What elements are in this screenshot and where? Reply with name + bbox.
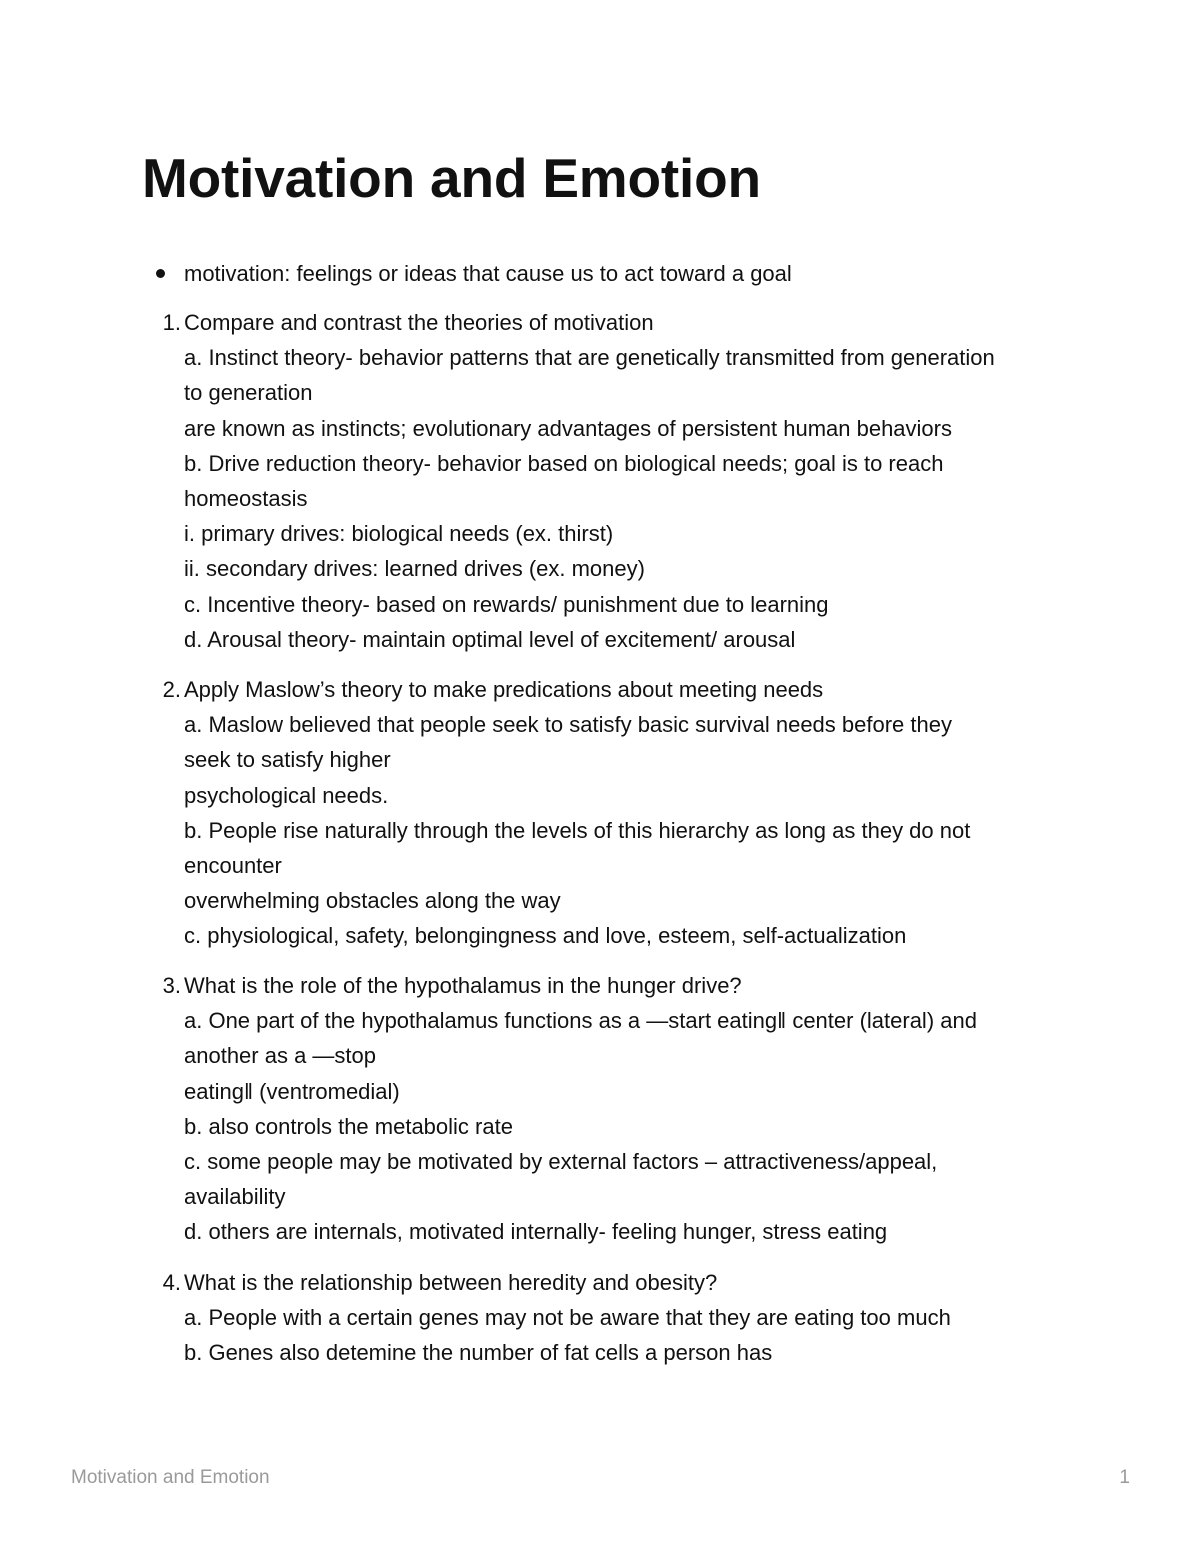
section-line: b. Drive reduction theory- behavior based on biological needs; goal is to reach (184, 450, 944, 476)
section-2 (162, 672, 1064, 954)
section-number: 3. (162, 973, 181, 998)
page-title: Motivation and Emotion (142, 147, 761, 209)
section-line: a. Maslow believed that people seek to satisfy basic survival needs before they (184, 712, 952, 738)
section-line: c. some people may be motivated by external factors – attractiveness/appeal, (184, 1149, 938, 1175)
section-line: c. physiological, safety, belongingness and love, esteem, self-actualization (184, 923, 907, 949)
section-heading: What is the role of the hypothalamus in the hunger drive? (184, 973, 742, 998)
bullet-dot-icon (156, 269, 165, 278)
section-3 (162, 968, 1064, 1250)
footer-title: Motivation and Emotion (71, 1467, 270, 1488)
section-line: c. Incentive theory- based on rewards/ punishment due to learning (184, 591, 829, 617)
section-1 (162, 305, 1064, 657)
section-line: psychological needs. (184, 782, 389, 808)
section-line: another as a ―stop (184, 1043, 377, 1069)
intro-bullet (184, 256, 792, 291)
section-line: a. One part of the hypothalamus functions as a ―start eating‖ center (lateral) and (184, 1008, 977, 1034)
section-line: seek to satisfy higher (184, 747, 391, 773)
section-line: overwhelming obstacles along the way (184, 888, 561, 914)
section-line: a. People with a certain genes may not be aware that they are eating too much (184, 1305, 951, 1331)
section-line: eating‖ (ventromedial) (184, 1078, 400, 1104)
section-line: a. Instinct theory- behavior patterns that are genetically transmitted from generation (184, 345, 995, 371)
section-line: b. Genes also detemine the number of fat cells a person has (184, 1340, 773, 1366)
section-line: b. also controls the metabolic rate (184, 1113, 513, 1139)
section-line: encounter (184, 853, 282, 879)
section-line: to generation (184, 380, 313, 406)
section-line: are known as instincts; evolutionary advantages of persistent human behaviors (184, 415, 952, 441)
section-heading: Apply Maslow’s theory to make predications about meeting needs (184, 677, 824, 702)
footer-page-number: 1 (1119, 1467, 1130, 1488)
section-line: homeostasis (184, 486, 308, 512)
section-line: i. primary drives: biological needs (ex. thirst) (184, 521, 614, 547)
section-number: 2. (162, 677, 181, 702)
section-heading: What is the relationship between heredity and obesity? (184, 1270, 718, 1295)
section-heading: Compare and contrast the theories of motivation (184, 310, 654, 335)
section-line: ii. secondary drives: learned drives (ex. money) (184, 556, 645, 582)
section-line: availability (184, 1184, 286, 1210)
section-line: d. others are internals, motivated internally- feeling hunger, stress eating (184, 1219, 888, 1245)
intro-bullet-text: motivation: feelings or ideas that cause us to act toward a goal (184, 261, 792, 286)
section-number: 1. (162, 310, 181, 335)
section-number: 4. (162, 1270, 181, 1295)
section-line: d. Arousal theory- maintain optimal level of excitement/ arousal (184, 626, 796, 652)
section-line: b. People rise naturally through the levels of this hierarchy as long as they do not (184, 817, 971, 843)
section-4 (162, 1265, 1064, 1371)
